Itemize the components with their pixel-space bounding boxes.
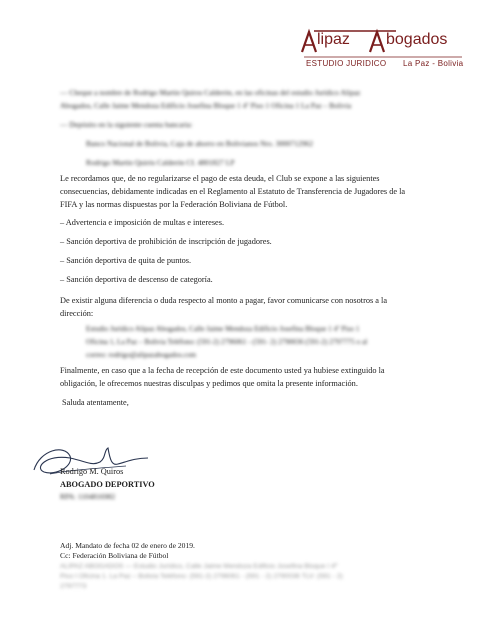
logo-brand-part2: bogados bbox=[386, 31, 448, 48]
blurred-line: correo: rodrigo@alipazabogados.com bbox=[86, 350, 197, 359]
blurred-line: Oficina 1, La Paz – Bolivia Teléfono: (591-2) 2796061 - (591- 2) 2790036 (591-2) 2797775 o al bbox=[86, 337, 368, 346]
blurred-payment-block bbox=[60, 86, 460, 169]
blurred-line: ALIPAZ ABOGADOS — Estudio Jurídico, Calle Jaime Mendoza Edificio Josefina Bloque I 4º bbox=[60, 563, 338, 570]
sanctions-list bbox=[60, 216, 465, 292]
paragraph-line: Le recordamos que, de no regularizarse el pago de esta deuda, el Club se expone a las siguientes bbox=[60, 174, 380, 183]
footer-notes bbox=[60, 541, 195, 561]
attachment-note: Adj. Mandato de fecha 02 de enero de 2019. bbox=[60, 541, 195, 550]
blurred-line: Banco Nacional de Bolivia, Caja de ahorro en Bolivianos Nro. 3000712962 bbox=[86, 139, 314, 148]
paragraph-line: obligación, le ofrecemos nuestras disculpas y pedimos que omita la presente información. bbox=[60, 379, 358, 388]
closing-salutation: Saluda atentamente, bbox=[62, 398, 129, 407]
paragraph-line: dirección: bbox=[60, 309, 94, 318]
blurred-line: — Cheque a nombre de Rodrigo Martin Quiros Calderón, en las oficinas del estudio Jurídico Alipaz bbox=[60, 88, 361, 97]
blurred-letterhead-footer bbox=[60, 562, 460, 592]
signer-title: ABOGADO DEPORTIVO bbox=[60, 480, 155, 489]
blurred-line: Abogados, Calle Jaime Mendoza Edificio Josefina Bloque 1 4º Piso 1 Oficina 1 La Paz – Bolivia bbox=[60, 101, 352, 110]
paragraph-contact bbox=[60, 294, 470, 320]
list-item: – Sanción deportiva de quita de puntos. bbox=[60, 256, 192, 265]
list-item: – Advertencia e imposición de multas e intereses. bbox=[60, 218, 225, 227]
list-item: – Sanción deportiva de prohibición de inscripción de jugadores. bbox=[60, 237, 272, 246]
logo-subtitle: ESTUDIO JURIDICO bbox=[306, 59, 387, 68]
cc-note: Cc: Federación Boliviana de Fútbol bbox=[60, 551, 169, 560]
blurred-line: Estudio Jurídico Alipaz Abogados, Calle Jaime Mendoza Edificio Josefina Bloque 1 4º Piso 1 bbox=[86, 324, 360, 333]
alipaz-abogados-logo bbox=[300, 28, 470, 78]
logo-brand-part1: lipaz bbox=[317, 31, 350, 48]
logo-location: La Paz - Bolivia bbox=[403, 59, 464, 68]
list-item: – Sanción deportiva de descenso de categoría. bbox=[60, 275, 213, 284]
paragraph-line: Finalmente, en caso que a la fecha de recepción de este documento usted ya hubiese extinguido la bbox=[60, 366, 385, 375]
signer-name: Rodrigo M. Quiros bbox=[60, 467, 124, 476]
blurred-line: 2797773 bbox=[60, 583, 87, 590]
blurred-line: Piso I Oficina 1. La Paz – Bolivia Teléfono: (591-2) 2796061 - (591 - 2) 2790036 TLV: (591 - 2) bbox=[60, 573, 343, 580]
blurred-line: Rodrigo Martin Quirós Calderón CI. 4801827 LP bbox=[86, 158, 235, 167]
paragraph-line: De existir alguna diferencia o duda respecto al monto a pagar, favor comunicarse con nosotros a la bbox=[60, 296, 388, 305]
blurred-address-block bbox=[86, 322, 466, 361]
paragraph-consequences bbox=[60, 172, 465, 211]
paragraph-line: consecuencias, debidamente indicadas en el Reglamento al Estatuto de Transferencia de Jugadores de la bbox=[60, 187, 406, 196]
paragraph-closing bbox=[60, 364, 470, 390]
paragraph-line: FIFA y las normas dispuestas por la Federación Boliviana de Fútbol. bbox=[60, 200, 288, 209]
signer-registration-blurred: RPA: 1104816982 bbox=[60, 492, 116, 501]
blurred-line: — Depósito en la siguiente cuenta bancaria: bbox=[60, 120, 193, 129]
